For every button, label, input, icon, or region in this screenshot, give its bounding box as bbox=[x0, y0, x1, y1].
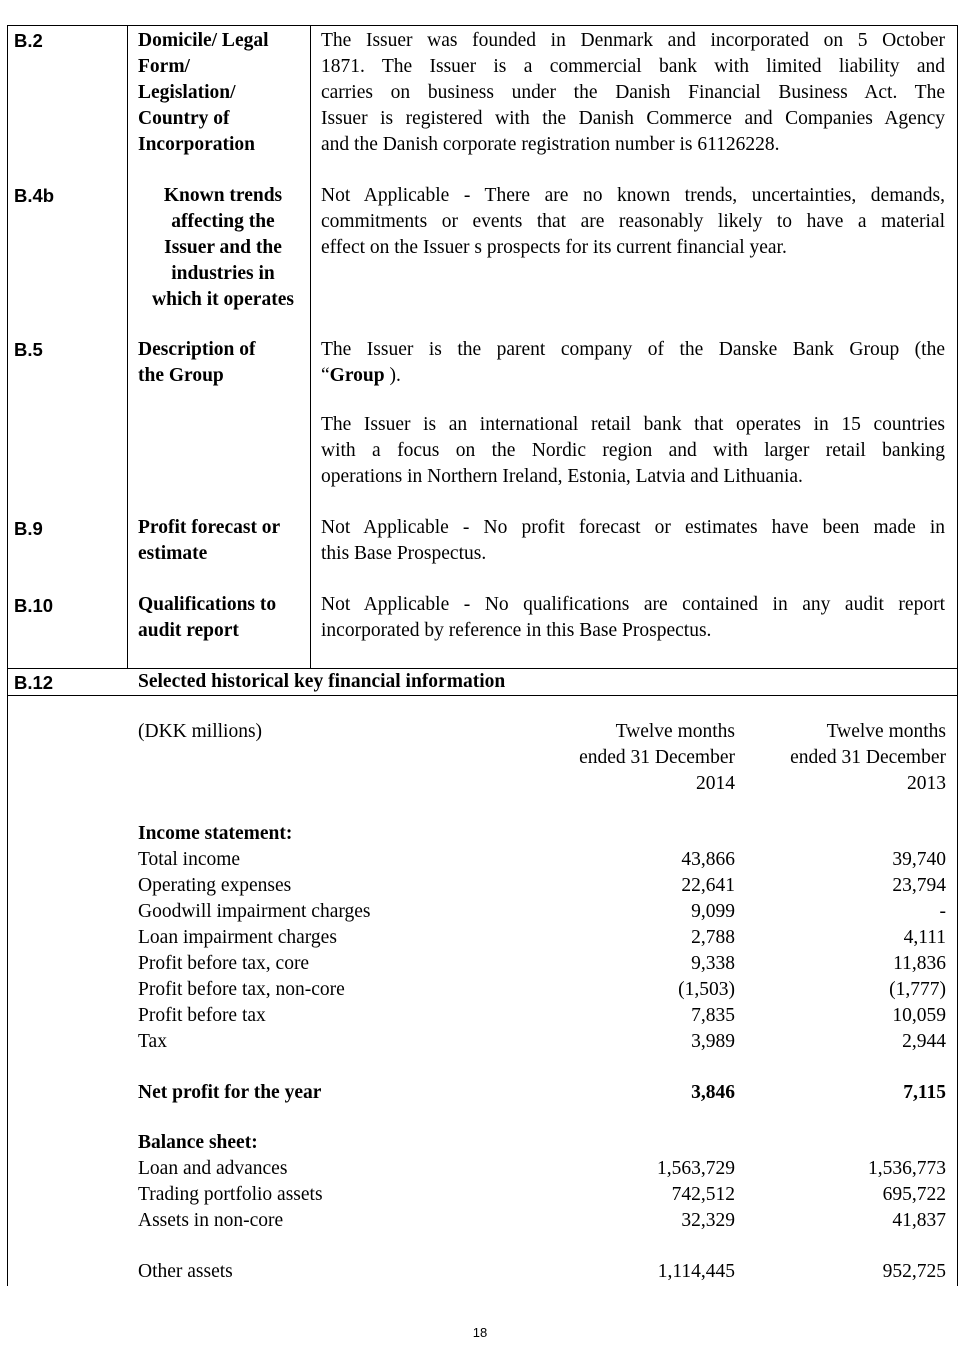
table-row bbox=[138, 977, 946, 1003]
quote-mark: “ bbox=[321, 365, 330, 386]
row-label: Total income bbox=[138, 849, 241, 870]
header-line: Twelve months bbox=[615, 721, 735, 742]
value-2014: 742,512 bbox=[671, 1184, 735, 1205]
value-2013: 695,722 bbox=[882, 1184, 946, 1205]
table-row bbox=[138, 1029, 946, 1055]
label-line: audit report bbox=[138, 620, 239, 641]
section-text-b9 bbox=[321, 515, 945, 567]
value-2013: 39,740 bbox=[892, 849, 946, 870]
text-line: Issuer is registered with the Danish Commerce and Companies Agency bbox=[321, 108, 945, 129]
section-label-b9 bbox=[138, 515, 308, 567]
label-line: affecting the bbox=[171, 211, 275, 232]
table-row bbox=[138, 1003, 946, 1029]
table-row bbox=[138, 925, 946, 951]
row-label: Tax bbox=[138, 1031, 167, 1052]
text-line: effect on the Issuer s prospects for its current financial year. bbox=[321, 237, 787, 258]
section-code-b12: B.12 bbox=[14, 672, 54, 693]
text-line: commitments or events that are reasonably likely to have a material bbox=[321, 211, 945, 232]
label-line: Incorporation bbox=[138, 134, 255, 155]
page-number: 18 bbox=[472, 1325, 488, 1340]
balance-sheet-heading: Balance sheet: bbox=[138, 1132, 258, 1153]
column-divider-1 bbox=[127, 25, 128, 668]
value-2013: 952,725 bbox=[882, 1261, 946, 1282]
row-label: Profit before tax, core bbox=[138, 953, 310, 974]
unit-label: (DKK millions) bbox=[138, 721, 263, 742]
section-label-b10 bbox=[138, 592, 308, 644]
value-2014: 43,866 bbox=[681, 849, 735, 870]
section-code-b10: B.10 bbox=[14, 595, 54, 616]
defined-term: Group bbox=[329, 365, 385, 386]
label-line: Form/ bbox=[138, 56, 190, 77]
row-label: Trading portfolio assets bbox=[138, 1184, 323, 1205]
label-line: Domicile/ Legal bbox=[138, 30, 269, 51]
label-line: Issuer and the bbox=[164, 237, 282, 258]
value-2013: 41,837 bbox=[892, 1210, 946, 1231]
row-label: Loan impairment charges bbox=[138, 927, 337, 948]
value-2014: 3,989 bbox=[691, 1031, 735, 1052]
value-2013: 1,536,773 bbox=[868, 1158, 946, 1179]
value-2014: 9,338 bbox=[691, 953, 735, 974]
value-2014: 32,329 bbox=[681, 1210, 735, 1231]
text-line: Not Applicable - No profit forecast or estimates have been made in bbox=[321, 517, 945, 538]
value-2014: 3,846 bbox=[691, 1082, 735, 1103]
label-line: Country of bbox=[138, 108, 230, 129]
value-2013: 23,794 bbox=[892, 875, 946, 896]
text-line: The Issuer is an international retail bank that operates in 15 countries bbox=[321, 414, 945, 435]
value-2014: 1,114,445 bbox=[657, 1261, 735, 1282]
header-line: 2013 bbox=[907, 773, 946, 794]
row-divider-b12 bbox=[7, 695, 957, 696]
value-2013: 4,111 bbox=[903, 927, 946, 948]
table-row bbox=[138, 847, 946, 873]
table-row bbox=[138, 951, 946, 977]
label-line: Profit forecast or bbox=[138, 517, 281, 538]
text-line: The Issuer is the parent company of the Danske Bank Group (the bbox=[321, 339, 945, 360]
text-line: operations in Northern Ireland, Estonia, Latvia and Lithuania. bbox=[321, 466, 803, 487]
column-header-2013 bbox=[746, 719, 946, 797]
text-line: with a focus on the Nordic region and with larger retail banking bbox=[321, 440, 945, 461]
value-2013: 7,115 bbox=[903, 1082, 946, 1103]
section-title-b12: Selected historical key financial information bbox=[138, 671, 506, 692]
row-label: Profit before tax, non-core bbox=[138, 979, 345, 1000]
section-text-b10 bbox=[321, 592, 945, 644]
label-line: estimate bbox=[138, 543, 208, 564]
table-row bbox=[138, 1182, 946, 1208]
other-assets-row bbox=[138, 1259, 946, 1285]
section-code-b5: B.5 bbox=[14, 339, 43, 360]
text-line: Not Applicable - There are no known trends, uncertainties, demands, bbox=[321, 185, 945, 206]
header-line: Twelve months bbox=[826, 721, 946, 742]
value-2014: 9,099 bbox=[691, 901, 735, 922]
label-line: industries in bbox=[171, 263, 275, 284]
income-statement-heading: Income statement: bbox=[138, 823, 293, 844]
label-line: Qualifications to bbox=[138, 594, 277, 615]
row-label: Assets in non-core bbox=[138, 1210, 284, 1231]
header-line: ended 31 December bbox=[579, 747, 735, 768]
text-line: incorporated by reference in this Base Prospectus. bbox=[321, 620, 712, 641]
value-2014: 22,641 bbox=[681, 875, 735, 896]
text-line: 1871. The Issuer is a commercial bank with limited liability and bbox=[321, 56, 945, 77]
value-2013: 2,944 bbox=[902, 1031, 946, 1052]
label-line: Legislation/ bbox=[138, 82, 236, 103]
header-line: 2014 bbox=[696, 773, 735, 794]
column-header-2014 bbox=[535, 719, 735, 797]
value-2013: 11,836 bbox=[893, 953, 946, 974]
value-2013: (1,777) bbox=[889, 979, 946, 1000]
row-label: Goodwill impairment charges bbox=[138, 901, 371, 922]
row-label: Other assets bbox=[138, 1261, 233, 1282]
value-2013: - bbox=[939, 901, 946, 922]
value-2014: 1,563,729 bbox=[657, 1158, 735, 1179]
label-line: Description of bbox=[138, 339, 256, 360]
section-text-b2 bbox=[321, 28, 945, 158]
row-label: Net profit for the year bbox=[138, 1082, 322, 1103]
net-profit-row bbox=[138, 1080, 946, 1106]
header-line: ended 31 December bbox=[790, 747, 946, 768]
value-2013: 10,059 bbox=[892, 1005, 946, 1026]
text-line: Not Applicable - No qualifications are contained in any audit report bbox=[321, 594, 945, 615]
table-row bbox=[138, 1156, 946, 1182]
section-label-b4b bbox=[138, 183, 308, 313]
section-code-b4b: B.4b bbox=[14, 185, 55, 206]
section-text-b4b bbox=[321, 183, 945, 261]
text-line bbox=[321, 363, 945, 389]
section-label-b2 bbox=[138, 28, 308, 158]
column-divider-2 bbox=[310, 25, 311, 668]
section-code-b9: B.9 bbox=[14, 518, 43, 539]
section-label-b5 bbox=[138, 337, 308, 389]
table-row bbox=[138, 1208, 946, 1234]
label-line: which it operates bbox=[152, 289, 294, 310]
table-row bbox=[138, 899, 946, 925]
label-line: Known trends bbox=[163, 185, 283, 206]
section-code-b2: B.2 bbox=[14, 30, 43, 51]
row-label: Loan and advances bbox=[138, 1158, 288, 1179]
value-2014: (1,503) bbox=[678, 979, 735, 1000]
text-line: this Base Prospectus. bbox=[321, 543, 487, 564]
label-line: the Group bbox=[138, 365, 224, 386]
text-line: and the Danish corporate registration number is 61126228. bbox=[321, 134, 780, 155]
value-2014: 7,835 bbox=[691, 1005, 735, 1026]
text-line: The Issuer was founded in Denmark and incorporated on 5 October bbox=[321, 30, 945, 51]
section-text-b5 bbox=[321, 337, 945, 389]
value-2014: 2,788 bbox=[691, 927, 735, 948]
text-fragment: ). bbox=[384, 365, 401, 386]
table-row bbox=[138, 873, 946, 899]
row-label: Operating expenses bbox=[138, 875, 292, 896]
text-line: carries on business under the Danish Financial Business Act. The bbox=[321, 82, 945, 103]
section-text-b5-para2 bbox=[321, 412, 945, 490]
row-label: Profit before tax bbox=[138, 1005, 266, 1026]
